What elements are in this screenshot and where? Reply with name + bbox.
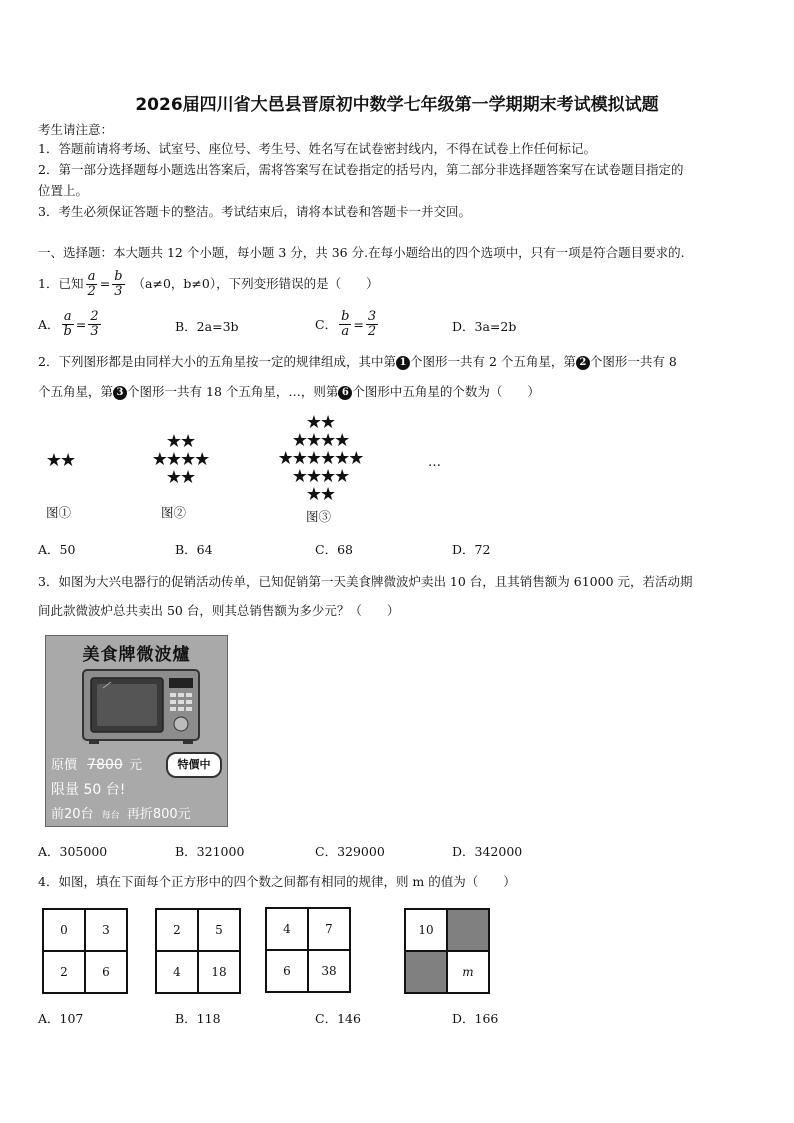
q3-option-a[interactable]: A．305000	[38, 844, 108, 859]
ad-price-row	[51, 754, 142, 773]
frac-num: 2	[90, 308, 99, 324]
q1-prefix: 1．已知	[38, 276, 84, 291]
q1-frac-den: 3	[114, 283, 123, 299]
notice-heading: 考生请注意：	[38, 122, 114, 137]
figures-ellipsis: …	[428, 455, 441, 470]
q1-fraction-b3	[112, 270, 124, 299]
q1-fraction-a2	[85, 270, 97, 299]
q1-option-c-frac	[339, 310, 351, 339]
q3-option-c[interactable]: C．329000	[315, 844, 385, 859]
figure-3-label: 图③	[306, 509, 332, 524]
question-2-line-1	[38, 353, 677, 371]
frac-num: a	[63, 308, 72, 324]
q1-frac-num: a	[87, 268, 96, 284]
frac-den: 3	[90, 323, 99, 339]
frac-num: 3	[367, 308, 377, 324]
question-1	[38, 266, 379, 302]
circled-number-6: 6	[338, 386, 352, 400]
q2-text: 个五角星，第	[38, 384, 114, 399]
circled-number-3: 3	[113, 386, 127, 400]
question-4-line-1: 4．如图，填在下面每个正方形中的四个数之间都有相同的规律，则 m 的值为（ ）	[38, 874, 516, 889]
grid-cell: 0	[43, 909, 85, 951]
q2-text: 个图形一共有 8	[589, 354, 677, 369]
q1-option-c-label: C．	[315, 317, 338, 332]
grid-cell: 4	[266, 908, 308, 950]
q3-option-d[interactable]: D．342000	[452, 844, 523, 859]
question-3-line-2: 间此款微波炉总共卖出 50 台，则其总销售额为多少元？（ ）	[38, 603, 400, 618]
q1-option-c[interactable]	[315, 306, 380, 342]
ad-first-20: 前20台	[51, 807, 94, 822]
notice-item-2: 2．第一部分选择题每小题选出答案后，需将答案写在试卷指定的括号内，第二部分非选择题答案写在试卷题目指定的	[38, 162, 684, 177]
ad-discount-row	[51, 803, 191, 822]
section-heading: 一、选择题：本大题共 12 个小题，每小题 3 分，共 36 分.在每小题给出的四个选项中，只有一项是符合题目要求的.	[38, 245, 685, 260]
grid-cell-shaded	[447, 909, 489, 951]
circled-number-2: 2	[576, 356, 590, 370]
grid-cell: 10	[405, 909, 447, 951]
frac-den: a	[341, 323, 350, 339]
q4-option-c[interactable]: C．146	[315, 1011, 361, 1026]
q1-option-d[interactable]: D．3a=2b	[452, 319, 517, 334]
ad-sale-badge: 特價中	[166, 752, 222, 778]
q1-frac-num: b	[114, 268, 123, 284]
microwave-icon	[81, 668, 201, 746]
grid-cell: 18	[198, 951, 240, 993]
question-2-line-2	[38, 383, 540, 401]
equals: =	[75, 316, 87, 332]
grid-cell: 6	[266, 950, 308, 992]
q2-text: 个图形一共有 18 个五角星，…，则第	[127, 384, 339, 399]
q3-option-b[interactable]: B．321000	[175, 844, 245, 859]
notice-item-2-cont: 位置上。	[38, 183, 89, 198]
q2-text: 2．下列图形都是由同样大小的五角星按一定的规律组成，其中第	[38, 354, 396, 369]
q4-option-a[interactable]: A．107	[38, 1011, 84, 1026]
notice-item-3: 3．考生必须保证答题卡的整洁。考试结束后，请将本试卷和答题卡一并交回。	[38, 204, 471, 219]
grid-cell: 3	[85, 909, 127, 951]
figure-3-stars: ★★ ★★★★ ★★★★★★ ★★★★ ★★	[277, 412, 363, 505]
q2-text: 个图形一共有 2 个五角星，第	[409, 354, 576, 369]
figure-1-label: 图①	[46, 505, 72, 520]
figure-2-stars: ★★ ★★★★ ★★	[151, 431, 209, 488]
q2-option-d[interactable]: D．72	[452, 542, 491, 557]
ad-each: 每台	[101, 811, 120, 821]
q2-option-a[interactable]: A．50	[38, 542, 76, 557]
ad-limit: 限量 50 台!	[51, 782, 126, 798]
question-3-line-1: 3．如图为大兴电器行的促销活动传单，已知促销第一天美食牌微波炉卖出 10 台，且其销售额为 61000 元，若活动期	[38, 574, 693, 589]
page-title: 2026届四川省大邑县晋原初中数学七年级第一学期期末考试模拟试题	[135, 95, 659, 115]
grid-cell: 4	[156, 951, 198, 993]
q2-option-c[interactable]: C．68	[315, 542, 353, 557]
q4-option-d[interactable]: D．166	[452, 1011, 499, 1026]
equals: =	[353, 316, 364, 332]
q1-equals: =	[99, 276, 111, 291]
q2-text: 个图形中五角星的个数为（ ）	[352, 384, 540, 399]
ad-discount: 再折800元	[126, 807, 191, 822]
figure-1-stars: ★★	[45, 450, 75, 471]
circled-number-1: 1	[396, 356, 410, 370]
q1-option-c-rhs	[366, 310, 378, 339]
grid-cell-shaded	[405, 951, 447, 993]
grid-cell: 7	[308, 908, 350, 950]
grid-cell-unknown: m	[447, 951, 489, 993]
frac-den: 2	[367, 323, 377, 339]
figure-2-label: 图②	[161, 505, 187, 520]
q4-option-b[interactable]: B．118	[175, 1011, 221, 1026]
grid-cell: 6	[85, 951, 127, 993]
ad-price-label: 原價	[51, 758, 78, 773]
grid-cell: 2	[156, 909, 198, 951]
q1-option-a-rhs	[88, 310, 100, 339]
number-grid-1	[42, 908, 128, 994]
grid-cell: 5	[198, 909, 240, 951]
q1-condition: （a≠0，b≠0），下列变形错误的是（ ）	[132, 276, 379, 291]
frac-den: b	[63, 323, 72, 339]
q1-option-a-label: A．	[38, 317, 60, 332]
q1-option-b[interactable]: B．2a=3b	[175, 319, 239, 334]
number-grid-3	[265, 907, 351, 993]
frac-num: b	[341, 308, 350, 324]
grid-cell: 38	[308, 950, 350, 992]
ad-original-price: 7800	[87, 757, 123, 773]
q1-frac-den: 2	[87, 283, 96, 299]
ad-title: 美食牌微波爐	[82, 645, 191, 665]
ad-price-unit: 元	[128, 758, 142, 773]
grid-cell: 2	[43, 951, 85, 993]
q1-option-a[interactable]	[38, 306, 103, 342]
q1-option-a-frac	[62, 310, 74, 339]
number-grid-2	[155, 908, 241, 994]
number-grid-4	[404, 908, 490, 994]
q2-option-b[interactable]: B．64	[175, 542, 213, 557]
microwave-ad-image	[45, 635, 228, 827]
notice-item-1: 1．答题前请将考场、试室号、座位号、考生号、姓名写在试卷密封线内，不得在试卷上作任何标记。	[38, 141, 596, 156]
